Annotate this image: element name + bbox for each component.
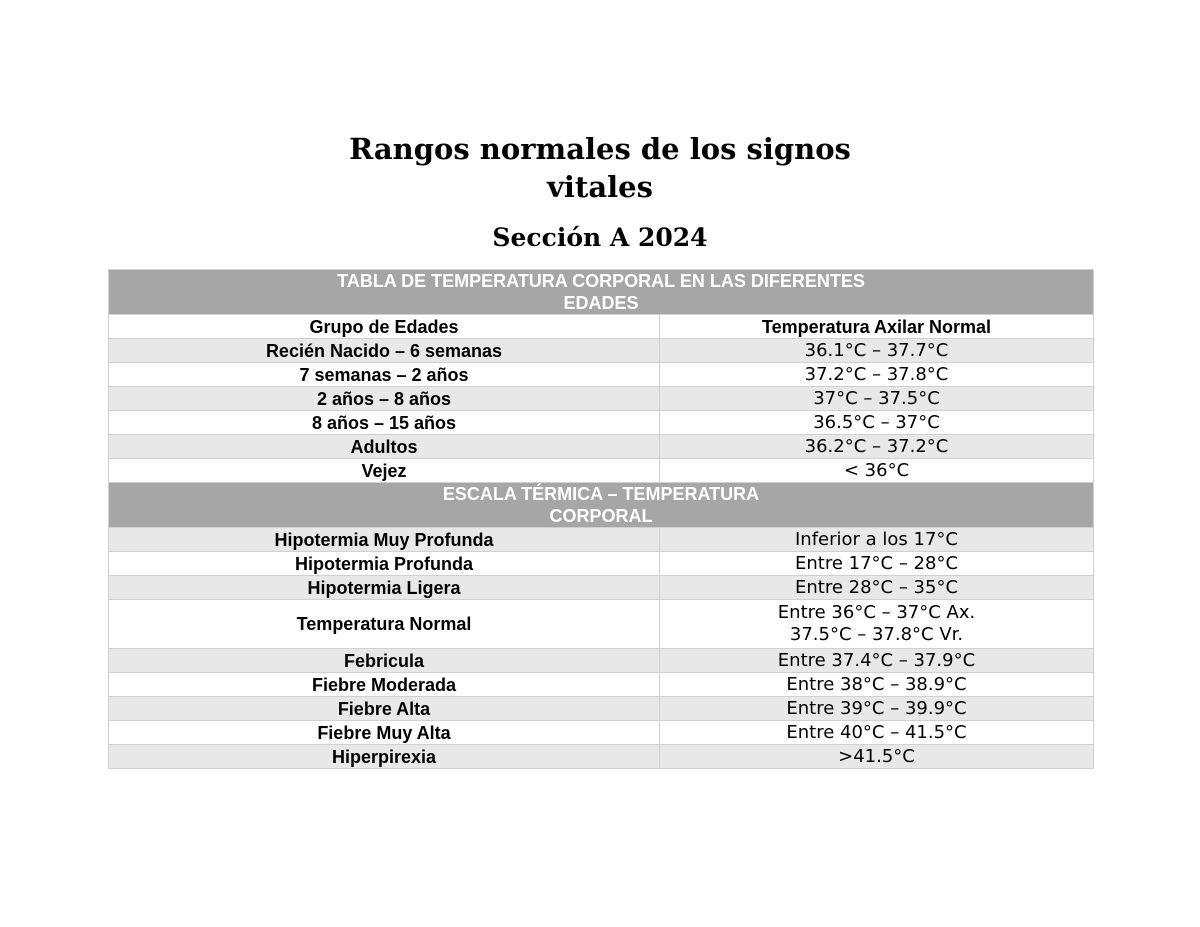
age-group-cell: Recién Nacido – 6 semanas <box>109 339 660 363</box>
column-header-axillary-temp: Temperatura Axilar Normal <box>660 315 1094 339</box>
table-row <box>109 411 1094 435</box>
table-row <box>109 387 1094 411</box>
range-cell: Entre 39°C – 39.9°C <box>660 697 1094 721</box>
range-cell: Entre 28°C – 35°C <box>660 576 1094 600</box>
range-cell: Inferior a los 17°C <box>660 528 1094 552</box>
temperature-cell: 36.1°C – 37.7°C <box>660 339 1094 363</box>
table-row <box>109 745 1094 769</box>
table-row <box>109 721 1094 745</box>
thermal-scale-title-line1: ESCALA TÉRMICA – TEMPERATURA <box>442 484 760 504</box>
temperature-cell: 37.2°C – 37.8°C <box>660 363 1094 387</box>
condition-cell: Fiebre Moderada <box>109 673 660 697</box>
document-title-line1: Rangos normales de los signos <box>349 132 851 166</box>
range-cell: Entre 17°C – 28°C <box>660 552 1094 576</box>
temperature-cell: 37°C – 37.5°C <box>660 387 1094 411</box>
range-cell: Entre 38°C – 38.9°C <box>660 673 1094 697</box>
table-row <box>109 339 1094 363</box>
column-header-row <box>109 315 1094 339</box>
condition-cell: Hipotermia Profunda <box>109 552 660 576</box>
range-cell: >41.5°C <box>660 745 1094 769</box>
age-group-cell: 2 años – 8 años <box>109 387 660 411</box>
condition-cell: Fiebre Muy Alta <box>109 721 660 745</box>
range-cell: Entre 40°C – 41.5°C <box>660 721 1094 745</box>
column-header-age-group: Grupo de Edades <box>109 315 660 339</box>
temperature-table-title-line1: TABLA DE TEMPERATURA CORPORAL EN LAS DIFERENTES <box>337 271 865 291</box>
table-row <box>109 363 1094 387</box>
condition-cell: Hipotermia Ligera <box>109 576 660 600</box>
thermal-scale-header <box>109 483 1094 528</box>
condition-cell: Hipotermia Muy Profunda <box>109 528 660 552</box>
vital-signs-table <box>108 269 1094 769</box>
thermal-scale-title <box>109 483 1094 528</box>
table-row <box>109 697 1094 721</box>
table-row <box>109 459 1094 483</box>
temperature-table-header <box>109 270 1094 315</box>
temperature-table-title-line2: EDADES <box>563 293 639 313</box>
temperature-table-title <box>109 270 1094 315</box>
condition-cell: Febricula <box>109 649 660 673</box>
table-row <box>109 435 1094 459</box>
age-group-cell: 7 semanas – 2 años <box>109 363 660 387</box>
age-group-cell: 8 años – 15 años <box>109 411 660 435</box>
condition-cell: Temperatura Normal <box>109 600 660 649</box>
condition-cell: Fiebre Alta <box>109 697 660 721</box>
table-row <box>109 649 1094 673</box>
temperature-cell: < 36°C <box>660 459 1094 483</box>
range-rectal: 37.5°C – 37.8°C Vr. <box>789 624 964 645</box>
table-row <box>109 673 1094 697</box>
table-row <box>109 600 1094 649</box>
document-subtitle: Sección A 2024 <box>492 223 708 252</box>
table-row <box>109 528 1094 552</box>
document-title <box>0 130 1200 206</box>
table-row <box>109 552 1094 576</box>
range-axillary: Entre 36°C – 37°C Ax. <box>777 602 976 623</box>
table-row <box>109 576 1094 600</box>
age-group-cell: Vejez <box>109 459 660 483</box>
thermal-scale-title-line2: CORPORAL <box>549 506 653 526</box>
range-cell <box>660 600 1094 649</box>
temperature-cell: 36.5°C – 37°C <box>660 411 1094 435</box>
condition-cell: Hiperpirexia <box>109 745 660 769</box>
range-cell: Entre 37.4°C – 37.9°C <box>660 649 1094 673</box>
document-title-line2: vitales <box>547 170 653 204</box>
age-group-cell: Adultos <box>109 435 660 459</box>
temperature-cell: 36.2°C – 37.2°C <box>660 435 1094 459</box>
